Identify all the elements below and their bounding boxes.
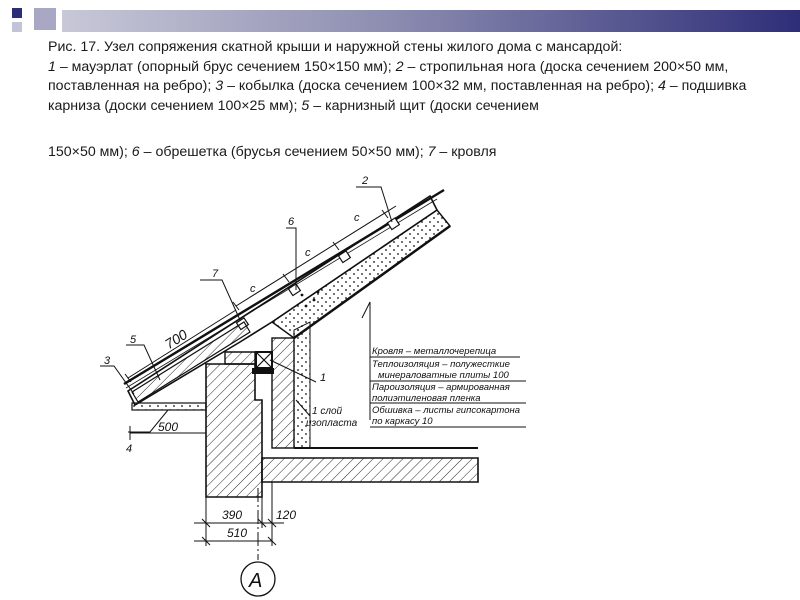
spacing-label-c: c [250,283,256,295]
caption-item-2: – стропильная нога (доска сечением 200×50 мм, поставленная на ребро); [48,58,729,94]
caption-item-4: – подшивка карниза (доски сечением 100×25 мм); [48,78,747,114]
callout-number-4: 4 [126,443,133,455]
callout-number-7: 7 [212,268,219,280]
wall-plate-base [252,368,274,374]
caption-num-5: 5 [301,97,310,114]
callout-number-5: 5 [130,334,137,346]
spacing-label-c: c [354,212,360,224]
caption-num-6: 6 [131,144,140,160]
caption-item-6: – обрешетка (брусья сечением 50×50 мм); [139,144,428,160]
floor-slab [262,458,478,482]
spacing-label-c: c [305,247,311,259]
wall-parapet [225,352,255,364]
callout-number-3: 3 [104,355,111,367]
caption-title: Рис. 17. Узел сопряжения скатной крыши и наружной стены жилого дома с мансардой: [48,39,623,55]
axis-label: А [249,570,263,592]
dimension-label-gap: 120 [276,508,297,522]
layer-vapor-2: полиэтиленовая пленка [372,393,481,404]
inner-wall [272,338,294,448]
dimension-label-wall: 390 [222,508,243,522]
caption-item-5-cont: 150×50 мм); [48,144,132,160]
layer-lining-1: Обшивка – листы гипсокартона [372,405,521,416]
brick-wall [206,364,262,497]
insulation-note-line-1: 1 слой [312,406,343,417]
layer-insulation-2: минераловатные плиты 100 [378,370,509,381]
caption-num-1: 1 [48,58,56,75]
wall-insulation [294,322,310,448]
callout-number-6: 6 [288,216,295,228]
insulation-note-line-2: изопласта [306,418,358,429]
callout-number-1: 1 [320,372,327,384]
caption-num-3: 3 [215,78,224,94]
eave-soffit [132,403,206,410]
caption-item-5: – карнизный щит (доски сечением [309,97,539,114]
caption-item-7: – кровля [435,144,497,160]
callout-number-2: 2 [362,175,369,187]
caption-item-1: – мауэрлат (опорный брус сечением 150×150 мм); [55,58,396,75]
dimension-label-total: 510 [227,526,248,540]
eave-dimension-label: 500 [158,420,179,434]
caption-num-4: 4 [657,78,666,94]
layer-roofing: Кровля – металлочерепица [372,346,497,357]
caption-item-3: – кобылка (доска сечением 100×32 мм, поставленная на ребро); [223,78,658,94]
layer-vapor-1: Пароизоляция – армированная [372,382,510,393]
layers-leader [362,302,370,420]
layers-note [370,346,526,427]
layer-insulation-1: Теплоизоляция – полужесткие [372,359,510,370]
caption-num-7: 7 [427,144,436,160]
roof-insulation [272,210,450,338]
layer-lining-2: по каркасу 10 [372,416,433,427]
overhang-label: 700 [161,326,191,353]
caption-num-2: 2 [395,58,404,75]
